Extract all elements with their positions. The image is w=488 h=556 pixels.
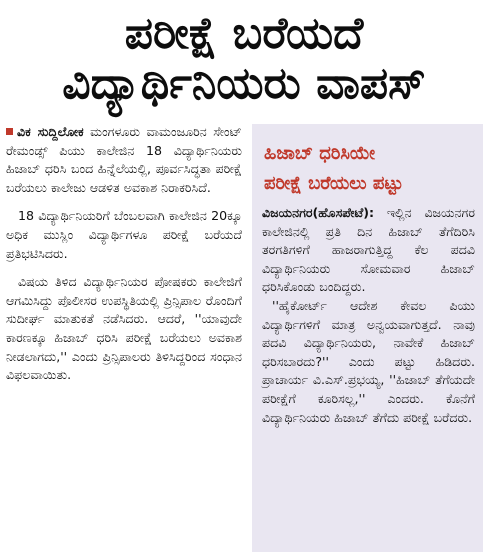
sidebar-heading-line-1: ಹಿಜಾಬ್ ಧರಿಸಿಯೇ	[264, 143, 376, 164]
article-paragraph-1	[6, 123, 242, 197]
sidebar-dateline: ವಿಜಯನಗರ(ಹೊಸಪೇಟೆ):	[262, 205, 375, 220]
sidebar-paragraph-2: ''ಹೈಕೋರ್ಟ್ ಆದೇಶ ಕೇವಲ ಪಿಯು ವಿದ್ಯಾರ್ಥಿಗಳಿಗೆ ಮಾತ್ರ ಅನ್ವಯವಾಗುತ್ತದೆ. ನಾವು ಪದವಿ ವಿದ್ಯಾರ್ಥಿನಿಯರು, ನಾವೇಕೆ ಹಿಜಾಬ್ ಧರಿಸಬಾರದು?'' ಎಂದು ಪಟ್ಟು ಹಿಡಿದರು. ಪ್ರಾಚಾರ್ಯ ವಿ.ಎಸ್.ಪ್ರಭಯ್ಯ, ''ಹಿಜಾಬ್ ತೆಗೆಯದೇ ಪರೀಕ್ಷೆಗೆ ಕೂರಿಸಲ್ಲ,'' ಎಂದರು. ಕೊನೆಗೆ ವಿದ್ಯಾರ್ಥಿನಿಯರು ಹಿಜಾಬ್ ತೆಗೆದು ಪರೀಕ್ಷೆ ಬರೆದರು.	[262, 297, 475, 425]
headline-line-1: ಪರೀಕ್ಷೆ ಬರೆಯದೆ	[124, 8, 364, 59]
article-source: ವಿಕ ಸುದ್ದಿಲೋಕ	[17, 124, 84, 139]
sidebar-text	[262, 204, 475, 427]
article-place: ಮಂಗಳೂರು	[90, 124, 141, 139]
sidebar-box	[252, 124, 483, 552]
red-square-bullet-icon	[6, 128, 13, 135]
sidebar-heading-line-2: ಪರೀಕ್ಷೆ ಬರೆಯಲು ಪಟ್ಟು	[264, 173, 404, 194]
sidebar-paragraph-1	[262, 204, 475, 297]
headline	[0, 0, 488, 110]
sidebar-paragraph-1-text: ಇಲ್ಲಿನ ವಿಜಯನಗರ ಕಾಲೇಜಿನಲ್ಲಿ ಪ್ರತಿ ದಿನ ಹಿಜಾಬ್ ತೆಗೆದಿರಿಸಿ ತರಗತಿಗಳಿಗೆ ಹಾಜರಾಗುತ್ತಿದ್ದ ಕೆಲ ಪದವಿ ವಿದ್ಯಾರ್ಥಿನಿಯರು ಸೋಮವಾರ ಹಿಜಾಬ್ ಧರಿಸಿಕೊಂಡು ಬಂದಿದ್ದರು.	[262, 205, 475, 295]
article-paragraph-1-text: ವಾಮಂಜೂರಿನ ಸೇಂಟ್ ರೇಮಂಡ್ಸ್ ಪಿಯು ಕಾಲೇಜಿನ 18 ವಿದ್ಯಾರ್ಥಿನಿಯರು ಹಿಜಾಬ್ ಧರಿಸಿ ಬಂದ ಹಿನ್ನೆಲೆಯಲ್ಲಿ, ಪೂರ್ವಸಿದ್ಧತಾ ಪರೀಕ್ಷೆ ಬರೆಯಲು ಕಾಲೇಜು ಆಡಳಿತ ಅವಕಾಶ ನಿರಾಕರಿಸಿದೆ.	[6, 124, 242, 195]
main-article	[6, 123, 242, 385]
headline-line-2: ವಿದ್ಯಾರ್ಥಿನಿಯರು ವಾಪಸ್	[62, 58, 426, 109]
article-paragraph-3: ವಿಷಯ ತಿಳಿದ ವಿದ್ಯಾರ್ಥಿನಿಯರ ಪೋಷಕರು ಕಾಲೇಜಿಗೆ ಆಗಮಿಸಿದ್ದು ಪೊಲೀಸರ ಉಪಸ್ಥಿತಿಯಲ್ಲಿ ಪ್ರಿನ್ಸಿಪಾಲ ರೊಂದಿಗೆ ಸುದೀರ್ಘ ಮಾತುಕತೆ ನಡೆಸಿದರು. ಆದರೆ, ''ಯಾವುದೇ ಕಾರಣಕ್ಕೂ ಹಿಜಾಬ್ ಧರಿಸಿ ಪರೀಕ್ಷೆ ಬರೆಯಲು ಅವಕಾಶ ನೀಡಲಾಗದು,'' ಎಂದು ಪ್ರಿನ್ಸಿಪಾಲರು ತಿಳಿಸಿದ್ದರಿಂದ ಸಂಧಾನ ವಿಫಲವಾಯಿತು.	[6, 274, 242, 383]
article-paragraph-2: 18 ವಿದ್ಯಾರ್ಥಿನಿಯರಿಗೆ ಬೆಂಬಲವಾಗಿ ಕಾಲೇಜಿನ 20ಕ್ಕೂ ಅಧಿಕ ಮುಸ್ಲಿಂ ವಿದ್ಯಾರ್ಥಿಗಳೂ ಪರೀಕ್ಷೆ ಬರೆಯದೆ ಪ್ರತಿಭಟಿಸಿದರು.	[6, 208, 242, 261]
